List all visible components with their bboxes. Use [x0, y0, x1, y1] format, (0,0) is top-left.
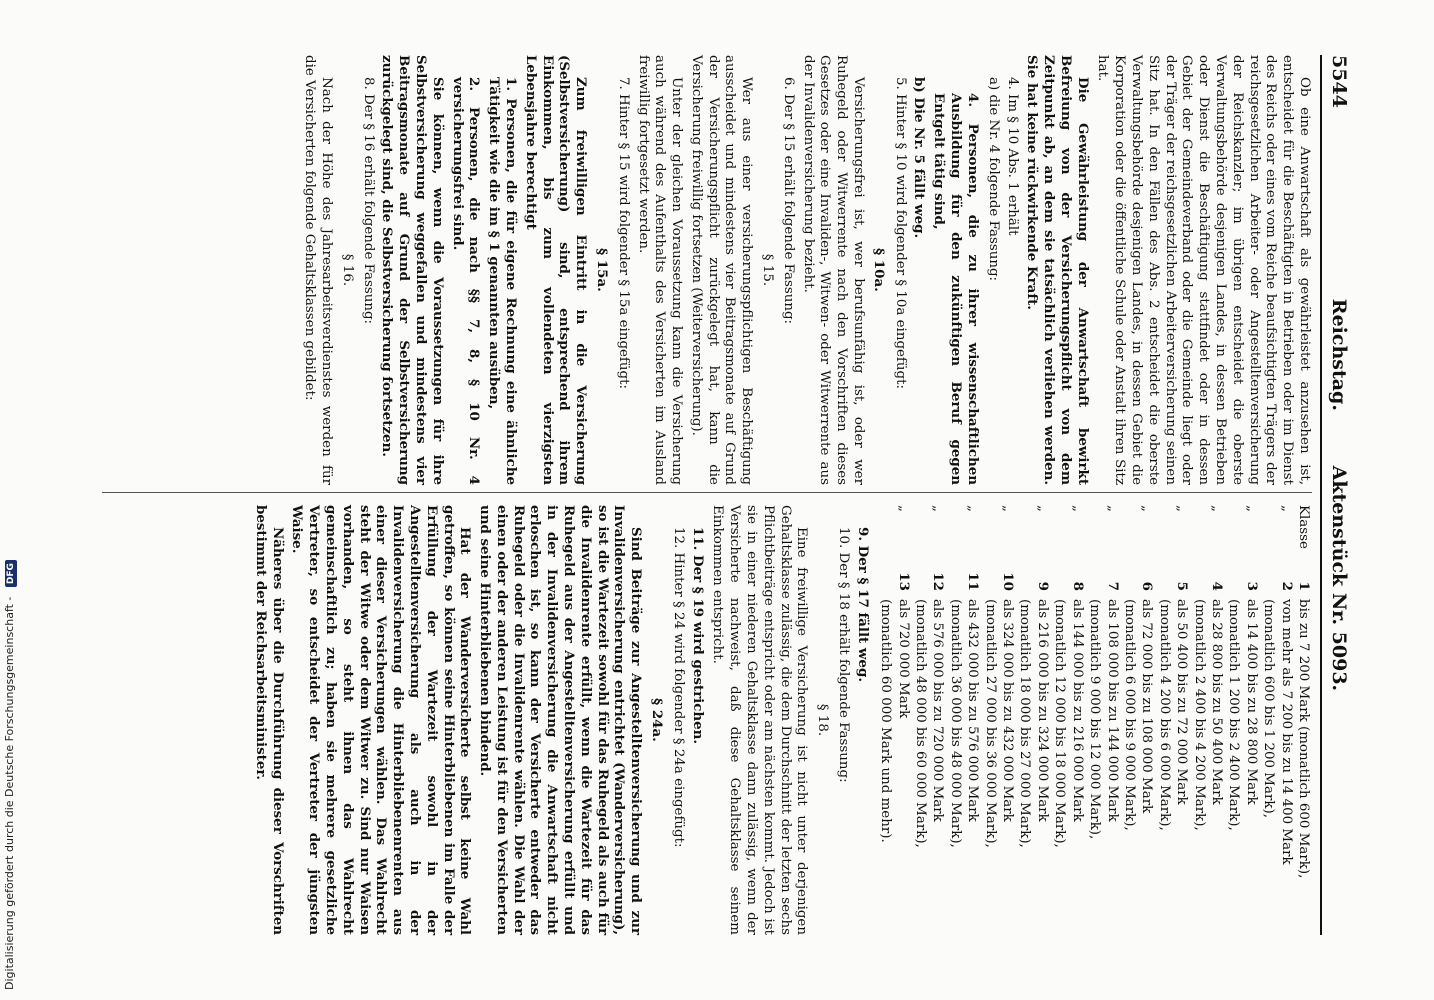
salary-class-monthly: (monatlich 36 000 bis 48 000 Mark), [947, 599, 963, 848]
class-label: „ [1139, 505, 1155, 512]
class-number: 11 [965, 572, 982, 591]
class-label: „ [930, 505, 946, 512]
class-label: „ [1034, 505, 1050, 512]
class-number: 5 [1174, 581, 1191, 591]
class-number: 6 [1139, 581, 1156, 591]
salary-class-row [999, 505, 1016, 935]
header-left-title: Reichstag. [1328, 298, 1350, 411]
salary-class-row [929, 505, 946, 935]
salary-class-monthly: (monatlich 1 200 bis 2 400 Mark), [1226, 599, 1242, 831]
class-range: als 50 400 bis zu 72 000 Mark [1174, 599, 1190, 805]
class-range: als 72 000 bis zu 108 000 Mark [1139, 599, 1155, 814]
class-range: als 324 000 bis zu 432 000 Mark [1000, 599, 1016, 822]
section-heading: § 15a. [593, 248, 610, 292]
class-label: „ [1208, 505, 1224, 512]
page-header [1320, 55, 1352, 935]
salary-class-monthly: (monatlich 48 000 bis 60 000 Mark), [913, 599, 929, 848]
salary-class-monthly: (monatlich 9 000 bis 12 000 Mark), [1087, 599, 1103, 840]
salary-class-monthly: (monatlich 27 000 bis 36 000 Mark), [982, 599, 998, 848]
class-label: „ [1174, 505, 1190, 512]
section-text: Näheres über die Durchführung dieser Vorschriften bestimmt der Reichsarbeitsminister. [252, 505, 286, 935]
page-number: 5544 [1328, 55, 1350, 108]
class-range: von mehr als 7 200 bis zu 14 400 Mark [1278, 599, 1294, 865]
item-12: 12. Hinter § 24 wird folgender § 24a eingefügt: [670, 527, 686, 848]
item-5: 5. Hinter § 10 wird folgender § 10a eingefügt: [892, 77, 908, 389]
salary-class-monthly: (monatlich 60 000 Mark und mehr). [878, 599, 894, 843]
class-number: 12 [930, 572, 947, 591]
class-number: 1 [1296, 581, 1312, 591]
section-text: Nach der Höhe des Jahresarbeitsverdienstes werden für die Versicherten folgende Gehaltsklassen gebildet: [302, 55, 334, 485]
class-range: als 720 000 Mark [895, 599, 911, 719]
class-label: „ [1278, 505, 1294, 512]
item-4: 4. Im § 10 Abs. 1 erhält [1005, 77, 1021, 236]
salary-class-row [1295, 505, 1312, 935]
salary-class-row [1068, 505, 1085, 935]
salary-class-table [877, 505, 1312, 935]
class-number: 7 [1104, 581, 1121, 591]
header-right-title: Aktenstück Nr. 5093. [1328, 465, 1350, 692]
salary-class-row [1208, 505, 1225, 935]
class-range: als 432 000 bis zu 576 000 Mark [965, 599, 981, 822]
salary-class-monthly: (monatlich 6 000 bis 9 000 Mark), [1121, 599, 1137, 831]
salary-class-row [1242, 505, 1259, 935]
salary-class-monthly: (monatlich 12 000 bis 18 000 Mark), [1052, 599, 1068, 848]
class-label: „ [895, 505, 911, 512]
item-8: 8. Der § 16 erhält folgende Fassung: [360, 77, 376, 325]
left-column [102, 55, 1312, 485]
credit-text: Digitalisierung gefördert durch die Deutsche Forschungsgemeinschaft - [3, 596, 16, 990]
class-label: Klasse [1296, 505, 1311, 549]
section-text: Versicherungsfrei ist, wer berufsunfähig ist, oder wer Ruhegeld oder Witwerrente nach den Vorschriften dieses Gesetzes oder eine Invaliden-, Witwen- oder Witwerrente aus der Invalidenversicherung bezieht. [800, 55, 867, 485]
item-10: 10. Der § 18 erhält folgende Fassung: [836, 527, 852, 783]
class-range: als 576 000 bis zu 720 000 Mark [930, 599, 946, 822]
item-4a: a) die Nr. 4 folgende Fassung: [985, 77, 1001, 282]
section-text: Sind Beiträge zur Angestelltenversicherung und zur Invalidenversicherung entrichtet (Wanderversicherung), so ist die Wartezeit sowohl für das Ruhegeld als auch für die Invalidenrente erfüllt, wenn die Wartezeit für das Ruhegeld aus der Angestelltenversicherung erfüllt und in der Invalidenversicherung die Anwartschaft nicht erloschen ist, so kann der Versicherte entweder das Ruhegeld oder die Invalidenrente wählen. Die Wahl der einen oder der anderen Leistung ist für den Versicherten und seine Hinterbliebenen bindend. [477, 505, 645, 935]
section-heading: § 24a. [649, 698, 666, 742]
section-heading: § 10a. [870, 248, 887, 292]
item-4b: b) Die Nr. 5 fällt weg. [911, 77, 928, 239]
class-number: 10 [1000, 572, 1017, 591]
class-range: als 216 000 bis zu 324 000 Mark [1034, 599, 1050, 822]
salary-class-row [1173, 505, 1190, 935]
class-range: als 14 400 bis zu 28 800 Mark [1243, 599, 1259, 805]
section-list-item: 1. Personen, die für eigene Rechnung eine ähnliche Tätigkeit wie die im § 1 genannten ausüben, [486, 77, 519, 485]
class-range: als 144 000 bis zu 216 000 Mark [1069, 599, 1085, 822]
class-label: „ [1069, 505, 1085, 512]
section-text: Zum freiwilligen Eintritt in die Versicherung (Selbstversicherung) sind, entsprechend ihrem Einkommen, bis zum vollendeten vierzigsten Lebensjahre berechtigt [522, 55, 590, 485]
salary-class-monthly: (monatlich 4 200 bis 6 000 Mark), [1156, 599, 1172, 831]
section-text: Wer aus einer versicherungspflichtigen Beschäftigung ausscheidet und mindestens vier Beitragsmonate auf Grund der Versicherungspflicht zurückgelegt hat, kann die Versicherung freiwillig fortsetzen (Weiterversicherung). [688, 55, 755, 485]
section-heading: § 15. [760, 253, 776, 287]
section-list-item: 2. Personen, die nach §§ 7, 8, § 10 Nr. 4 versicherungsfrei sind. [449, 77, 483, 485]
salary-class-row [1138, 505, 1155, 935]
section-text: Unter der gleichen Voraussetzung kann die Versicherung auch während des Aufenthalts des Versicherten im Ausland freiwillig fortgesetzt werden. [635, 55, 685, 485]
item-6: 6. Der § 15 erhält folgende Fassung: [780, 77, 796, 325]
salary-class-row [1103, 505, 1120, 935]
salary-class-monthly: (monatlich 600 bis 1 200 Mark), [1261, 599, 1277, 818]
item-4a-text: 4. Personen, die zu ihrer wissenschaftlichen Ausbildung für den zukünftigen Beruf gegen Entgelt tätig sind, [931, 93, 981, 485]
class-range: als 28 800 bis zu 50 400 Mark [1208, 599, 1224, 805]
salary-class-row [1034, 505, 1051, 935]
class-number: 3 [1243, 581, 1260, 591]
class-label: „ [965, 505, 981, 512]
class-range: als 108 000 bis zu 144 000 Mark [1104, 599, 1120, 822]
dfg-logo: DFG [5, 560, 17, 587]
class-number: 9 [1034, 581, 1051, 591]
salary-class-monthly: (monatlich 2 400 bis 4 200 Mark), [1191, 599, 1207, 831]
section-heading: § 16. [339, 253, 355, 287]
item-9: 9. Der § 17 fällt weg. [854, 527, 871, 682]
section-text: Eine freiwillige Versicherung ist nicht unter derjenigen Gehaltsklasse zulässig, die dem Durchschnitt der letzten sechs Pflichtbeiträge entspricht oder am nächsten kommt. Jedoch ist sie in einer niederen Gehaltsklasse dann zulässig, wenn der Versicherte nachweist, daß diese Gehaltsklasse seinem Einkommen entspricht. [710, 505, 810, 935]
salary-class-row [894, 505, 911, 935]
class-number: 8 [1069, 581, 1086, 591]
right-column [102, 505, 1312, 935]
class-range: bis zu 7 200 Mark (monatlich 600 Mark), [1296, 599, 1311, 879]
class-number: 2 [1278, 581, 1295, 591]
document-page [80, 45, 1360, 945]
class-label: „ [1243, 505, 1259, 512]
digitization-credit [0, 0, 22, 1000]
salary-class-monthly: (monatlich 18 000 bis 27 000 Mark), [1017, 599, 1033, 848]
salary-class-row [1277, 505, 1294, 935]
section-text: Hat der Wanderversicherte selbst keine Wahl getroffen, so können seine Hinterbliebenen im Falle der Erfüllung der Wartezeit sowohl in der Angestelltenversicherung als auch in der Invalidenversicherung die Hinterbliebenenrenten aus einer dieser Versicherungen wählen. Das Wahlrecht steht der Witwe oder dem Witwer zu. Sind nur Waisen vorhanden, so steht ihnen das Wahlrecht gemeinschaftlich zu; haben sie mehrere gesetzliche Vertreter, so entscheidet der Vertreter der jüngsten Waise. [289, 505, 474, 935]
column-divider [102, 492, 1312, 493]
salary-class-row [964, 505, 981, 935]
class-label: „ [1104, 505, 1120, 512]
section-text: Sie können, wenn die Voraussetzungen für ihre Selbstversicherung weggefallen und mindestens vier Beitragsmonate auf Grund der Selbstversicherung zurückgelegt sind, die Selbstversicherung fortsetzen. [379, 55, 446, 485]
class-label: „ [1000, 505, 1016, 512]
paragraph: Die Gewährleistung der Anwartschaft bewirkt Befreiung von der Versicherungspflicht von dem Zeitpunkt ab, an dem sie tatsächlich verliehen werden. Sie hat keine rückwirkende Kraft. [1024, 55, 1091, 485]
paragraph: Ob eine Anwartschaft als gewährleistet anzusehen ist, entscheidet für die Beschäftigten in Betrieben oder im Dienst des Reichs oder eines vom Reiche beaufsichtigten Trägers der reichsgesetzlichen Arbeiter- oder Angestelltenversicherung der Reichskanzler; im übrigen entscheidet die oberste Verwaltungsbehörde desjenigen Landes, in dessen Betrieben oder Dienst die Beschäftigung stattfindet oder in dessen Gebiet der Gemeindeverband oder die Gemeinde liegt oder der Träger der reichsgesetzlichen Arbeiterversicherung seinen Sitz hat. In den Fällen des Abs. 2 entscheidet die oberste Verwaltungsbehörde desjenigen Landes, in dessen Gebiet die Korporation oder die öffentliche Schule oder Anstalt ihren Sitz hat. [1095, 55, 1312, 485]
item-11: 11. Der § 19 wird gestrichen. [689, 527, 706, 745]
class-number: 4 [1208, 581, 1225, 591]
item-7: 7. Hinter § 15 wird folgender § 15a eingefügt: [615, 77, 631, 389]
section-heading: § 18. [815, 703, 831, 737]
class-number: 13 [895, 572, 912, 591]
